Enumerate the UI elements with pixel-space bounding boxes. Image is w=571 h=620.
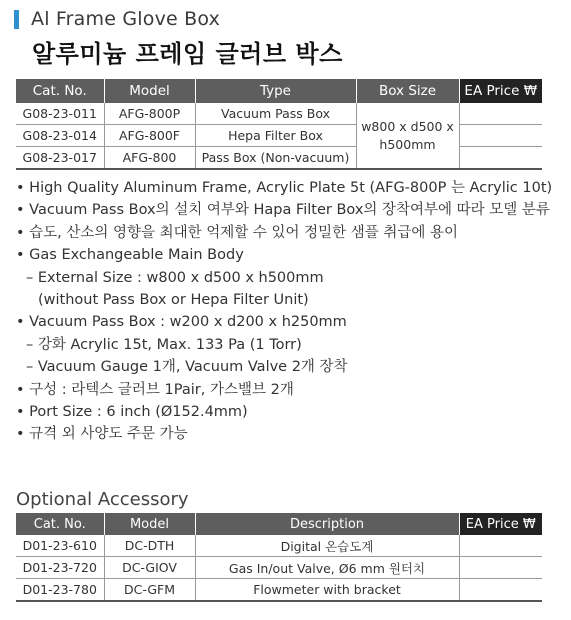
price-cell bbox=[459, 103, 542, 125]
model-cell: AFG-800 bbox=[104, 147, 195, 170]
product-table-header bbox=[16, 79, 542, 103]
feature-item: • Port Size : 6 inch (Ø152.4mm) bbox=[16, 404, 248, 421]
description-cell: Gas In/out Valve, Ø6 mm 원터치 bbox=[195, 557, 459, 579]
table-row bbox=[16, 557, 542, 579]
feature-item: • 구성 : 라텍스 글러브 1Pair, 가스밸브 2개 bbox=[16, 381, 294, 398]
feature-item: • 규격 외 사양도 주문 가능 bbox=[16, 426, 188, 443]
description-cell: Flowmeter with bracket bbox=[195, 579, 459, 602]
title-accent-bar bbox=[14, 10, 19, 29]
price-cell bbox=[459, 579, 542, 602]
feature-item: • High Quality Aluminum Frame, Acrylic Plate 5t (AFG-800P 는 Acrylic 10t) bbox=[16, 180, 553, 196]
accessory-table bbox=[16, 513, 542, 602]
cat-no-cell: D01-23-720 bbox=[16, 557, 104, 579]
page-title-en bbox=[14, 8, 220, 30]
accessory-title: Optional Accessory bbox=[16, 489, 189, 510]
model-cell: DC-GIOV bbox=[104, 557, 195, 579]
table-row bbox=[16, 535, 542, 557]
table-row bbox=[16, 147, 542, 170]
type-cell: Vacuum Pass Box bbox=[195, 103, 356, 125]
box-size-line2: h500mm bbox=[379, 136, 436, 152]
col-header-type: Type bbox=[195, 79, 356, 103]
price-cell bbox=[459, 557, 542, 579]
type-cell: Pass Box (Non-vacuum) bbox=[195, 147, 356, 170]
col-header-price: EA Price ₩ bbox=[459, 513, 542, 535]
col-header-price: EA Price ₩ bbox=[459, 79, 542, 103]
feature-item: • 습도, 산소의 영향을 최대한 억제할 수 있어 정밀한 샘플 취급에 용이 bbox=[16, 224, 459, 241]
product-table bbox=[16, 79, 542, 170]
description-cell: Digital 온습도계 bbox=[195, 535, 459, 557]
cat-no-cell: G08-23-011 bbox=[16, 103, 104, 125]
cat-no-cell: D01-23-610 bbox=[16, 535, 104, 557]
col-header-cat-no: Cat. No. bbox=[16, 79, 104, 103]
box-size-cell bbox=[356, 103, 459, 169]
model-cell: DC-GFM bbox=[104, 579, 195, 602]
title-en-text: Al Frame Glove Box bbox=[31, 8, 221, 30]
feature-item: • Gas Exchangeable Main Body bbox=[16, 247, 244, 264]
col-header-model: Model bbox=[104, 79, 195, 103]
cat-no-cell: G08-23-017 bbox=[16, 147, 104, 170]
feature-sub-item: – Vacuum Gauge 1개, Vacuum Valve 2개 장착 bbox=[26, 359, 348, 376]
cat-no-cell: G08-23-014 bbox=[16, 125, 104, 147]
model-cell: DC-DTH bbox=[104, 535, 195, 557]
table-row bbox=[16, 103, 542, 125]
model-cell: AFG-800P bbox=[104, 103, 195, 125]
col-header-box-size: Box Size bbox=[356, 79, 459, 103]
type-cell: Hepa Filter Box bbox=[195, 125, 356, 147]
page-title-ko: 알루미늄 프레임 글러브 박스 bbox=[32, 40, 343, 68]
feature-sub-item: (without Pass Box or Hepa Filter Unit) bbox=[38, 292, 309, 309]
col-header-description: Description bbox=[195, 513, 459, 535]
price-cell bbox=[459, 125, 542, 147]
table-row bbox=[16, 579, 542, 602]
price-cell bbox=[459, 535, 542, 557]
cat-no-cell: D01-23-780 bbox=[16, 579, 104, 602]
feature-list bbox=[16, 177, 552, 446]
col-header-cat-no: Cat. No. bbox=[16, 513, 104, 535]
table-row bbox=[16, 125, 542, 147]
col-header-model: Model bbox=[104, 513, 195, 535]
feature-sub-item: – 강화 Acrylic 15t, Max. 133 Pa (1 Torr) bbox=[26, 336, 302, 353]
feature-item: • Vacuum Pass Box : w200 x d200 x h250mm bbox=[16, 314, 347, 331]
box-size-line1: w800 x d500 x bbox=[361, 118, 454, 134]
accessory-table-header bbox=[16, 513, 542, 535]
price-cell bbox=[459, 147, 542, 170]
model-cell: AFG-800F bbox=[104, 125, 195, 147]
feature-sub-item: – External Size : w800 x d500 x h500mm bbox=[26, 269, 324, 286]
feature-item: • Vacuum Pass Box의 설치 여부와 Hapa Filter Box의 장착여부에 따라 모델 분류 bbox=[16, 202, 550, 219]
